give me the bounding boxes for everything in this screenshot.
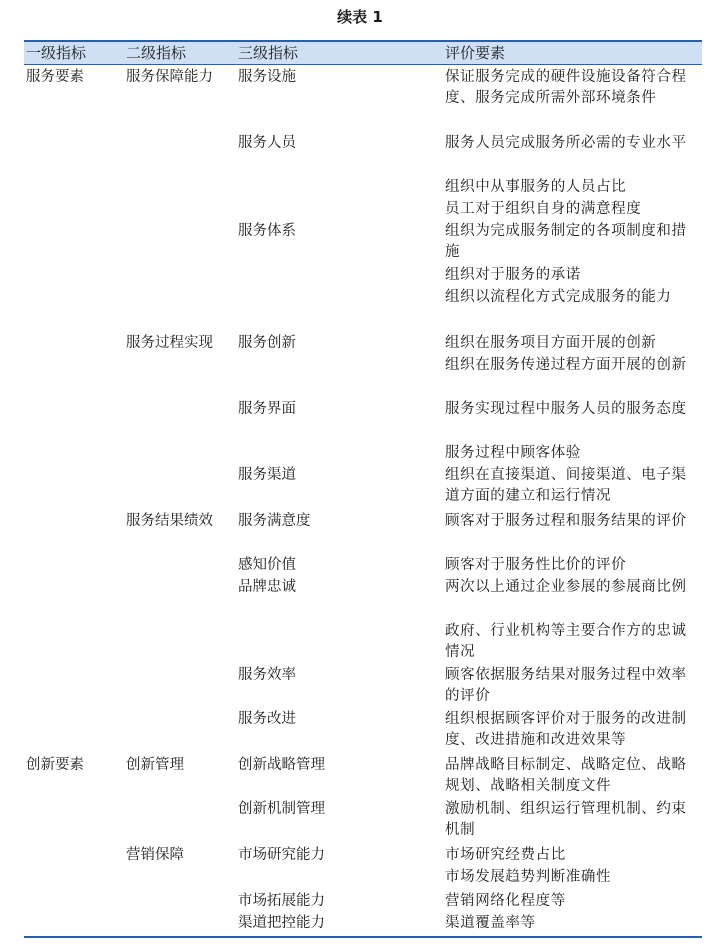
table-row [24, 133, 702, 177]
table-row [24, 399, 702, 443]
cell-c3: 服务改进 [238, 711, 296, 727]
cell-c4: 服务实现过程中服务人员的服务态度 [445, 401, 687, 417]
cell-c3: 服务渠道 [238, 467, 296, 483]
table-row [24, 265, 702, 287]
cell-c4: 激励机制、组织运行管理机制、约束机制 [445, 801, 687, 838]
cell-c2: 服务过程实现 [126, 335, 213, 351]
cell-c2: 营销保障 [126, 847, 184, 863]
table-row [24, 511, 702, 555]
cell-c4: 政府、行业机构等主要合作方的忠诚情况 [445, 623, 687, 660]
cell-c3: 服务创新 [238, 335, 296, 351]
cell-c4: 组织在服务传递过程方面开展的创新 [445, 357, 687, 373]
cell-c3: 服务效率 [238, 667, 296, 683]
header-level2: 二级指标 [126, 44, 187, 62]
cell-c3: 渠道把控能力 [238, 915, 325, 931]
table-row [24, 333, 702, 355]
cell-c4: 顾客对于服务过程和服务结果的评价 [445, 513, 687, 529]
cell-c3: 服务界面 [238, 401, 296, 417]
table-row [24, 287, 702, 331]
indicator-table [24, 40, 702, 931]
cell-c3: 感知价值 [238, 557, 296, 573]
cell-c4: 市场发展趋势判断准确性 [445, 869, 612, 885]
table-row [24, 443, 702, 465]
cell-c4: 保证服务完成的硬件设施设备符合程度、服务完成所需外部环境条件 [445, 69, 687, 106]
table-row [24, 199, 702, 221]
cell-c3: 服务设施 [238, 69, 296, 85]
table-row [24, 177, 702, 199]
cell-c4: 顾客依据服务结果对服务过程中效率的评价 [445, 667, 687, 704]
table-row [24, 845, 702, 867]
table-row [24, 709, 702, 753]
cell-c4: 组织在服务项目方面开展的创新 [445, 335, 657, 351]
cell-c2: 服务保障能力 [126, 69, 213, 85]
cell-c4: 两次以上通过企业参展的参展商比例 [445, 579, 687, 595]
cell-c3: 市场研究能力 [238, 847, 325, 863]
table-row [24, 221, 702, 265]
table-row [24, 755, 702, 799]
table-row [24, 555, 702, 577]
table-row [24, 665, 702, 709]
cell-c1: 创新要素 [26, 757, 84, 773]
cell-c3: 服务满意度 [238, 513, 311, 529]
cell-c4: 组织为完成服务制定的各项制度和措施 [445, 223, 687, 260]
cell-c4: 员工对于组织自身的满意程度 [445, 201, 642, 217]
cell-c3: 市场拓展能力 [238, 893, 325, 909]
table-row [24, 891, 702, 913]
cell-c4: 服务人员完成服务所必需的专业水平 [445, 135, 687, 151]
cell-c3: 服务人员 [238, 135, 296, 151]
table-row [24, 913, 702, 935]
cell-c4: 组织在直接渠道、间接渠道、电子渠道方面的建立和运行情况 [445, 467, 687, 504]
table-row [24, 67, 702, 133]
cell-c4: 顾客对于服务性比价的评价 [445, 557, 627, 573]
cell-c4: 服务过程中顾客体验 [445, 445, 581, 461]
cell-c4: 营销网络化程度等 [445, 893, 566, 909]
cell-c3: 创新战略管理 [238, 757, 325, 773]
cell-c4: 组织以流程化方式完成服务的能力 [445, 289, 672, 305]
table-row [24, 465, 702, 509]
cell-c4: 渠道覆盖率等 [445, 915, 536, 931]
cell-c2: 创新管理 [126, 757, 184, 773]
cell-c4: 组织对于服务的承诺 [445, 267, 581, 283]
cell-c4: 组织根据顾客评价对于服务的改进制度、改进措施和改进效果等 [445, 711, 687, 748]
cell-c3: 品牌忠诚 [238, 579, 296, 595]
header-criteria: 评价要素 [445, 44, 506, 62]
table-row [24, 799, 702, 843]
cell-c1: 服务要素 [26, 69, 84, 85]
cell-c3: 服务体系 [238, 223, 296, 239]
header-level1: 一级指标 [26, 44, 87, 62]
cell-c2: 服务结果绩效 [126, 513, 213, 529]
cell-c3: 创新机制管理 [238, 801, 325, 817]
cell-c4: 品牌战略目标制定、战略定位、战略规划、战略相关制度文件 [445, 757, 687, 794]
table-row [24, 577, 702, 621]
table-row [24, 621, 702, 665]
table-bottom-rule [24, 936, 702, 938]
table-header [24, 40, 702, 65]
table-caption: 续表 1 [337, 8, 383, 26]
cell-c4: 组织中从事服务的人员占比 [445, 179, 627, 195]
table-row [24, 867, 702, 889]
table-row [24, 355, 702, 399]
header-level3: 三级指标 [238, 44, 299, 62]
cell-c4: 市场研究经费占比 [445, 847, 566, 863]
